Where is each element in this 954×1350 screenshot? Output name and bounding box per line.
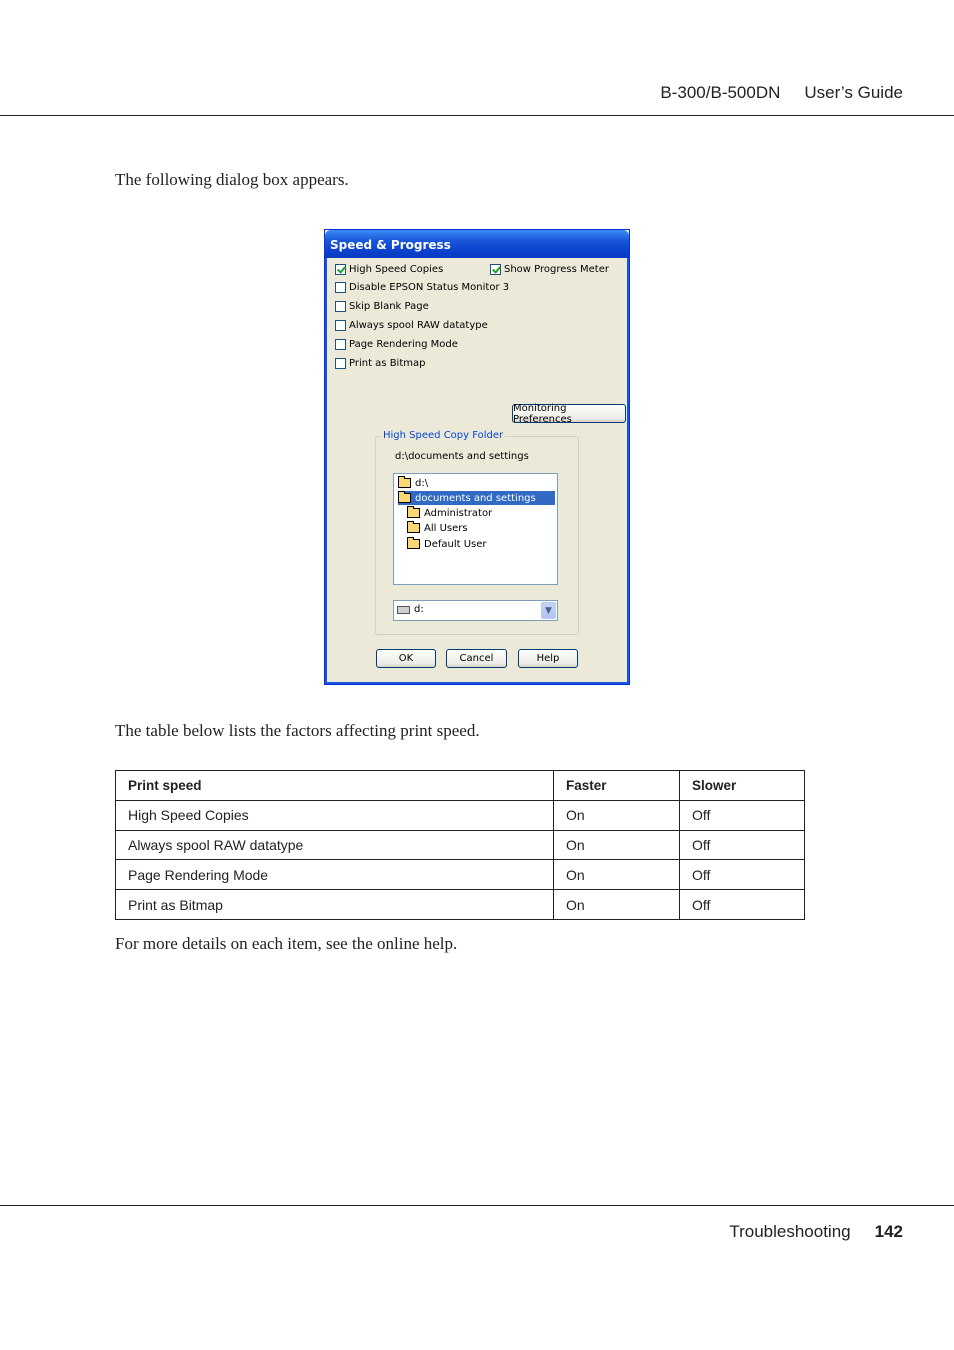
tree-item[interactable] (407, 506, 492, 520)
col-header-print-speed: Print speed (116, 771, 554, 801)
folder-icon (407, 508, 420, 518)
tree-item-label: Administrator (424, 507, 493, 519)
tree-item[interactable] (398, 476, 428, 490)
header-model: B-300/B-500DN (660, 83, 781, 102)
dialog-titlebar (325, 230, 629, 258)
tree-item[interactable] (407, 521, 468, 535)
table-row (116, 830, 805, 860)
page-footer (729, 1222, 903, 1242)
tree-item-label: Default User (424, 538, 487, 550)
monitoring-preferences-button[interactable]: Monitoring Preferences (512, 404, 626, 423)
dialog-frame-right (627, 258, 629, 684)
header-guide: User’s Guide (804, 83, 903, 102)
tree-item-selected[interactable] (398, 491, 555, 505)
drive-icon (397, 606, 410, 614)
cell-item: High Speed Copies (116, 800, 554, 830)
cell-faster: On (554, 830, 680, 860)
cancel-button[interactable]: Cancel (446, 649, 507, 668)
page-header (660, 83, 903, 103)
page-rendering-mode-checkbox[interactable] (335, 339, 458, 350)
tree-item-label: All Users (424, 522, 468, 534)
intro-text: The following dialog box appears. (115, 170, 349, 189)
checkbox-unchecked-icon (335, 301, 346, 312)
speed-progress-dialog (324, 229, 630, 685)
current-path-label: d:\documents and settings (395, 451, 529, 462)
open-folder-icon (398, 493, 411, 503)
checkbox-label: Skip Blank Page (349, 301, 429, 312)
checkbox-label: Print as Bitmap (349, 358, 426, 369)
tree-item-label: d:\ (415, 477, 429, 489)
table-row (116, 800, 805, 830)
cell-item: Print as Bitmap (116, 890, 554, 920)
checkbox-checked-icon (335, 264, 346, 275)
cell-slower: Off (680, 800, 805, 830)
table-row (116, 890, 805, 920)
page-number: 142 (874, 1222, 903, 1241)
checkbox-label: Show Progress Meter (504, 264, 609, 275)
drive-select-value: d: (414, 604, 424, 615)
folder-icon (407, 539, 420, 549)
show-progress-meter-checkbox[interactable] (490, 264, 609, 275)
footer-section: Troubleshooting (729, 1222, 851, 1241)
folder-icon (407, 523, 420, 533)
disable-status-monitor-checkbox[interactable] (335, 282, 509, 293)
ok-button[interactable]: OK (376, 649, 436, 668)
cell-slower: Off (680, 860, 805, 890)
dialog-title: Speed & Progress (330, 238, 451, 252)
closing-text: For more details on each item, see the online help. (115, 934, 458, 953)
folder-tree[interactable] (393, 473, 558, 585)
help-button[interactable]: Help (518, 649, 578, 668)
cell-faster: On (554, 890, 680, 920)
checkbox-label: Page Rendering Mode (349, 339, 458, 350)
col-header-faster: Faster (554, 771, 680, 801)
table-header-row (116, 771, 805, 801)
skip-blank-page-checkbox[interactable] (335, 301, 429, 312)
dialog-frame-bottom (325, 682, 629, 684)
table-intro-text: The table below lists the factors affecting print speed. (115, 721, 480, 740)
tree-item[interactable] (407, 537, 487, 551)
always-spool-raw-checkbox[interactable] (335, 320, 488, 331)
cell-faster: On (554, 800, 680, 830)
checkbox-checked-icon (490, 264, 501, 275)
cell-item: Page Rendering Mode (116, 860, 554, 890)
checkbox-unchecked-icon (335, 358, 346, 369)
checkbox-label: Always spool RAW datatype (349, 320, 488, 331)
checkbox-label: Disable EPSON Status Monitor 3 (349, 282, 510, 293)
dialog-frame-left (325, 258, 327, 684)
header-rule (0, 115, 954, 116)
chevron-down-icon[interactable]: ▼ (541, 602, 556, 619)
col-header-slower: Slower (680, 771, 805, 801)
checkbox-label: High Speed Copies (349, 264, 444, 275)
checkbox-unchecked-icon (335, 320, 346, 331)
open-folder-icon (398, 478, 411, 488)
cell-slower: Off (680, 890, 805, 920)
cell-item: Always spool RAW datatype (116, 830, 554, 860)
group-title: High Speed Copy Folder (383, 430, 504, 441)
print-speed-table (115, 770, 805, 920)
cell-faster: On (554, 860, 680, 890)
print-as-bitmap-checkbox[interactable] (335, 358, 425, 369)
high-speed-copies-checkbox[interactable] (335, 264, 443, 275)
checkbox-unchecked-icon (335, 282, 346, 293)
footer-rule (0, 1205, 954, 1206)
cell-slower: Off (680, 830, 805, 860)
tree-item-label: documents and settings (415, 492, 536, 504)
table-row (116, 860, 805, 890)
checkbox-unchecked-icon (335, 339, 346, 350)
drive-select[interactable] (393, 600, 558, 621)
